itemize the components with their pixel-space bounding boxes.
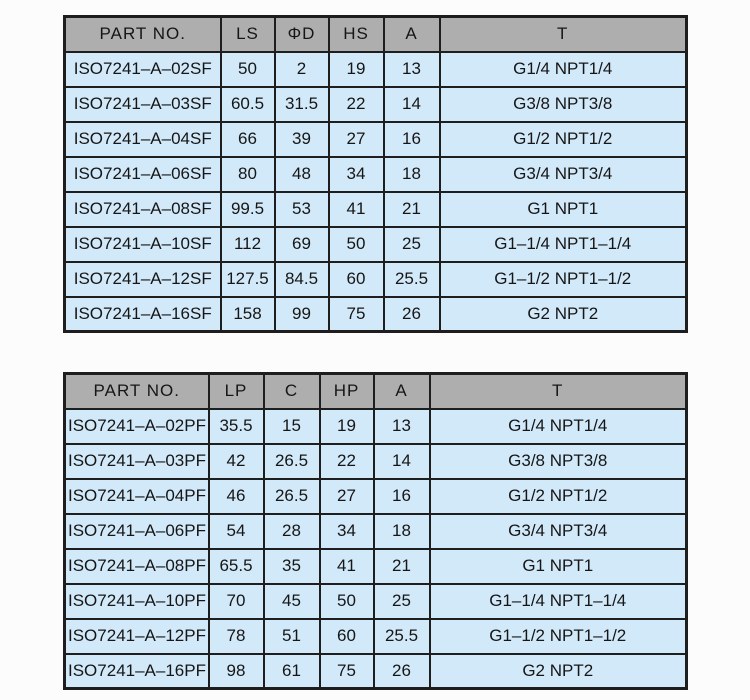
value-cell: G3/8 NPT3/8 — [430, 444, 687, 479]
table-row — [65, 444, 687, 479]
value-cell: G1–1/4 NPT1–1/4 — [430, 584, 687, 619]
table-row — [65, 52, 687, 87]
table-row — [65, 654, 687, 689]
part-number-cell: ISO7241–A–12PF — [65, 619, 209, 654]
table-row — [65, 297, 687, 332]
value-cell: G1 NPT1 — [440, 192, 687, 227]
value-cell: 99.5 — [221, 192, 275, 227]
header-row — [65, 17, 687, 52]
header-row — [65, 374, 687, 409]
column-header: T — [430, 374, 687, 409]
value-cell: 80 — [221, 157, 275, 192]
value-cell: G3/8 NPT3/8 — [440, 87, 687, 122]
column-header: HS — [329, 17, 384, 52]
value-cell: 60.5 — [221, 87, 275, 122]
pf-series-spec-table — [63, 372, 688, 690]
value-cell: 34 — [329, 157, 384, 192]
table-row — [65, 549, 687, 584]
value-cell: G3/4 NPT3/4 — [430, 514, 687, 549]
value-cell: 51 — [264, 619, 320, 654]
value-cell: G2 NPT2 — [430, 654, 687, 689]
column-header: T — [440, 17, 687, 52]
value-cell: 18 — [384, 157, 440, 192]
value-cell: 16 — [374, 479, 430, 514]
value-cell: 66 — [221, 122, 275, 157]
value-cell: 21 — [384, 192, 440, 227]
value-cell: 112 — [221, 227, 275, 262]
column-header: ΦD — [275, 17, 329, 52]
value-cell: 19 — [329, 52, 384, 87]
value-cell: 34 — [320, 514, 374, 549]
value-cell: 41 — [320, 549, 374, 584]
part-number-cell: ISO7241–A–10PF — [65, 584, 209, 619]
table-row — [65, 619, 687, 654]
value-cell: G1/2 NPT1/2 — [440, 122, 687, 157]
value-cell: 21 — [374, 549, 430, 584]
table-row — [65, 262, 687, 297]
value-cell: G1–1/4 NPT1–1/4 — [440, 227, 687, 262]
value-cell: 15 — [264, 409, 320, 444]
column-header: C — [264, 374, 320, 409]
part-number-cell: ISO7241–A–04PF — [65, 479, 209, 514]
table-row — [65, 514, 687, 549]
table-row — [65, 192, 687, 227]
value-cell: 22 — [329, 87, 384, 122]
value-cell: 75 — [329, 297, 384, 332]
value-cell: 127.5 — [221, 262, 275, 297]
value-cell: 70 — [209, 584, 264, 619]
column-header: A — [384, 17, 440, 52]
value-cell: 19 — [320, 409, 374, 444]
part-number-cell: ISO7241–A–16SF — [65, 297, 221, 332]
value-cell: 50 — [320, 584, 374, 619]
value-cell: 46 — [209, 479, 264, 514]
value-cell: 39 — [275, 122, 329, 157]
value-cell: 35.5 — [209, 409, 264, 444]
value-cell: 60 — [320, 619, 374, 654]
value-cell: G1/2 NPT1/2 — [430, 479, 687, 514]
value-cell: 53 — [275, 192, 329, 227]
part-number-cell: ISO7241–A–02SF — [65, 52, 221, 87]
value-cell: 61 — [264, 654, 320, 689]
value-cell: 41 — [329, 192, 384, 227]
value-cell: 25.5 — [374, 619, 430, 654]
value-cell: G1–1/2 NPT1–1/2 — [440, 262, 687, 297]
column-header: LS — [221, 17, 275, 52]
table-row — [65, 479, 687, 514]
value-cell: 2 — [275, 52, 329, 87]
value-cell: 60 — [329, 262, 384, 297]
value-cell: 22 — [320, 444, 374, 479]
value-cell: G1 NPT1 — [430, 549, 687, 584]
value-cell: 25.5 — [384, 262, 440, 297]
value-cell: 35 — [264, 549, 320, 584]
value-cell: 69 — [275, 227, 329, 262]
part-number-cell: ISO7241–A–08PF — [65, 549, 209, 584]
value-cell: 28 — [264, 514, 320, 549]
table-row — [65, 409, 687, 444]
table-row — [65, 122, 687, 157]
part-number-cell: ISO7241–A–06PF — [65, 514, 209, 549]
column-header: PART NO. — [65, 17, 221, 52]
value-cell: G3/4 NPT3/4 — [440, 157, 687, 192]
part-number-cell: ISO7241–A–12SF — [65, 262, 221, 297]
column-header: PART NO. — [65, 374, 209, 409]
value-cell: 65.5 — [209, 549, 264, 584]
value-cell: 13 — [374, 409, 430, 444]
table-row — [65, 87, 687, 122]
value-cell: G2 NPT2 — [440, 297, 687, 332]
value-cell: 25 — [384, 227, 440, 262]
value-cell: 54 — [209, 514, 264, 549]
part-number-cell: ISO7241–A–06SF — [65, 157, 221, 192]
value-cell: 16 — [384, 122, 440, 157]
column-header: LP — [209, 374, 264, 409]
value-cell: G1–1/2 NPT1–1/2 — [430, 619, 687, 654]
value-cell: 75 — [320, 654, 374, 689]
part-number-cell: ISO7241–A–03PF — [65, 444, 209, 479]
value-cell: 26 — [384, 297, 440, 332]
value-cell: 18 — [374, 514, 430, 549]
value-cell: 99 — [275, 297, 329, 332]
table-row — [65, 157, 687, 192]
table-row — [65, 584, 687, 619]
value-cell: 50 — [221, 52, 275, 87]
value-cell: 50 — [329, 227, 384, 262]
value-cell: 25 — [374, 584, 430, 619]
value-cell: G1/4 NPT1/4 — [440, 52, 687, 87]
sf-series-spec-table — [63, 15, 688, 333]
value-cell: 14 — [384, 87, 440, 122]
column-header: HP — [320, 374, 374, 409]
part-number-cell: ISO7241–A–16PF — [65, 654, 209, 689]
value-cell: 45 — [264, 584, 320, 619]
value-cell: G1/4 NPT1/4 — [430, 409, 687, 444]
value-cell: 42 — [209, 444, 264, 479]
value-cell: 27 — [329, 122, 384, 157]
value-cell: 84.5 — [275, 262, 329, 297]
part-number-cell: ISO7241–A–04SF — [65, 122, 221, 157]
value-cell: 26.5 — [264, 479, 320, 514]
value-cell: 48 — [275, 157, 329, 192]
part-number-cell: ISO7241–A–02PF — [65, 409, 209, 444]
table-row — [65, 227, 687, 262]
value-cell: 26 — [374, 654, 430, 689]
value-cell: 98 — [209, 654, 264, 689]
value-cell: 27 — [320, 479, 374, 514]
value-cell: 78 — [209, 619, 264, 654]
part-number-cell: ISO7241–A–03SF — [65, 87, 221, 122]
part-number-cell: ISO7241–A–10SF — [65, 227, 221, 262]
column-header: A — [374, 374, 430, 409]
value-cell: 26.5 — [264, 444, 320, 479]
value-cell: 158 — [221, 297, 275, 332]
value-cell: 14 — [374, 444, 430, 479]
value-cell: 13 — [384, 52, 440, 87]
part-number-cell: ISO7241–A–08SF — [65, 192, 221, 227]
value-cell: 31.5 — [275, 87, 329, 122]
